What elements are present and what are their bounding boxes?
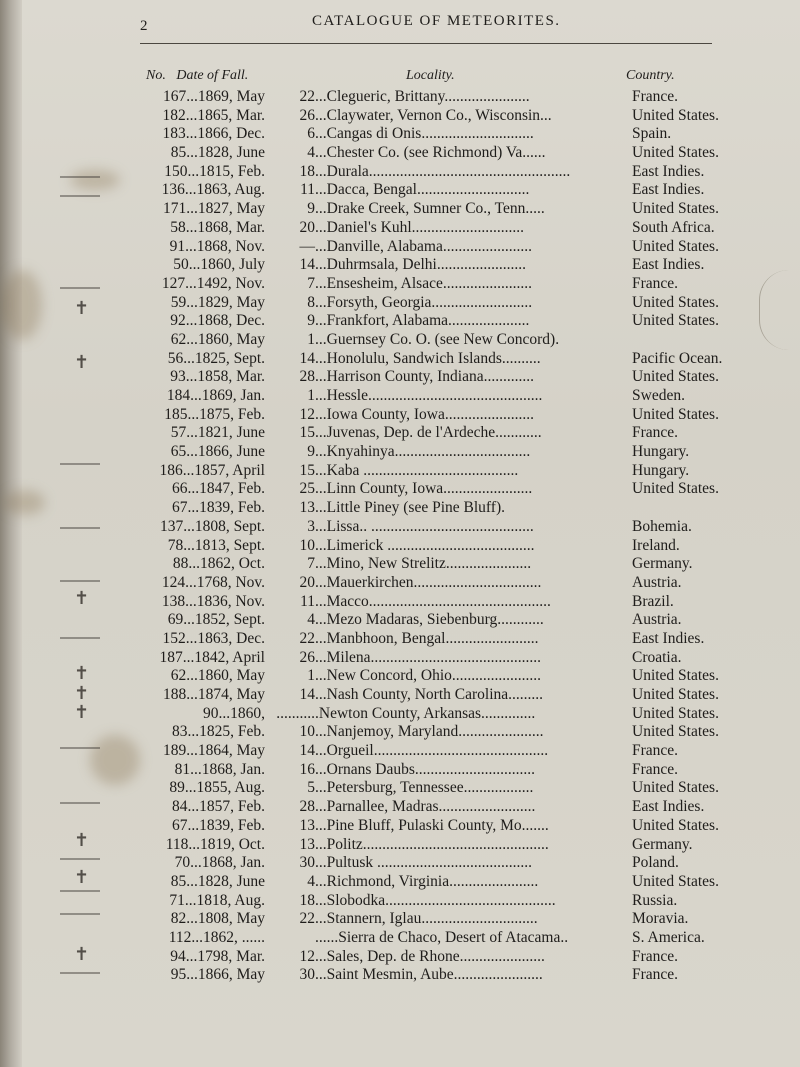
list-item bbox=[110, 723, 750, 742]
entry-number-date: 112...1862, ...... bbox=[168, 928, 265, 946]
entry-country: United States. bbox=[632, 200, 719, 218]
entry-locality: ...Honolulu, Sandwich Islands.......... bbox=[315, 349, 541, 367]
entry-country: Moravia. bbox=[632, 910, 689, 928]
entry-locality: ...Clegueric, Brittany...................... bbox=[315, 88, 530, 105]
entry-day: 15 bbox=[299, 461, 315, 479]
entry-locality: ...Orgueil............................................. bbox=[315, 742, 549, 760]
entry-number-date: 93...1858, Mar. bbox=[170, 368, 265, 386]
list-item bbox=[110, 462, 750, 481]
list-item bbox=[110, 798, 750, 817]
pencil-margin-mark bbox=[60, 176, 100, 178]
entry-number-date: 150...1815, Feb. bbox=[164, 162, 265, 180]
list-item bbox=[110, 929, 750, 948]
entry-day: 28 bbox=[299, 798, 315, 816]
entry-day: 30 bbox=[299, 854, 315, 872]
entry-locality: ...Frankfort, Alabama..................... bbox=[315, 312, 530, 330]
list-item bbox=[110, 368, 750, 387]
meteorite-list bbox=[110, 88, 750, 985]
list-item bbox=[110, 667, 750, 686]
pencil-margin-mark bbox=[60, 913, 100, 915]
list-item bbox=[110, 518, 750, 537]
entry-country: East Indies. bbox=[632, 162, 705, 180]
entry-country: United States. bbox=[632, 816, 719, 834]
entry-locality: .Newton County, Arkansas.............. bbox=[315, 704, 536, 722]
entry-day: 20 bbox=[299, 573, 315, 591]
entry-number-date: 171...1827, May bbox=[162, 200, 265, 218]
entry-day: 22 bbox=[299, 88, 315, 105]
entry-day: 14 bbox=[299, 256, 315, 274]
entry-locality: ...Iowa County, Iowa....................... bbox=[315, 405, 534, 423]
entry-locality: ...Danville, Alabama....................... bbox=[315, 237, 532, 255]
entry-number-date: 62...1860, May bbox=[170, 330, 265, 348]
entry-number-date: 152...1863, Dec. bbox=[162, 629, 265, 647]
pencil-margin-mark bbox=[60, 890, 100, 892]
entry-number-date: 91...1868, Nov. bbox=[169, 237, 265, 255]
entry-number-date: 59...1829, May bbox=[170, 293, 265, 311]
entry-locality: ...Milena............................................ bbox=[315, 648, 542, 666]
entry-number-date: 137...1808, Sept. bbox=[159, 517, 265, 535]
entry-day: 22 bbox=[299, 629, 315, 647]
entry-country: Hungary. bbox=[632, 443, 690, 461]
entry-day: 11 bbox=[300, 592, 315, 610]
entry-country: East Indies. bbox=[632, 181, 705, 199]
entry-day: 20 bbox=[299, 218, 315, 236]
entry-country: United States. bbox=[632, 106, 719, 124]
entry-locality: ...Pultusk ........................................ bbox=[315, 854, 533, 872]
header-rule bbox=[140, 43, 712, 44]
pencil-margin-mark bbox=[60, 858, 100, 860]
list-item bbox=[110, 948, 750, 967]
list-item bbox=[110, 537, 750, 556]
pencil-margin-mark bbox=[60, 747, 100, 749]
entry-number-date: 58...1868, Mar. bbox=[170, 218, 265, 236]
entry-country: United States. bbox=[632, 872, 719, 890]
list-item bbox=[110, 761, 750, 780]
entry-country: France. bbox=[632, 966, 679, 984]
entry-country: United States. bbox=[632, 686, 719, 703]
entry-day: 28 bbox=[299, 368, 315, 386]
entry-locality: ...Duhrmsala, Delhi....................... bbox=[315, 256, 526, 274]
running-head: CATALOGUE OF METEORITES. bbox=[312, 13, 561, 29]
list-item bbox=[110, 742, 750, 761]
list-item bbox=[110, 779, 750, 798]
book-spine-shadow bbox=[0, 0, 22, 1067]
stain-mark bbox=[2, 270, 42, 340]
list-item bbox=[110, 593, 750, 612]
entry-locality: ...Stannern, Iglau.............................. bbox=[315, 910, 538, 928]
list-item bbox=[110, 966, 750, 985]
entry-locality: ...Kaba ........................................ bbox=[315, 461, 519, 479]
entry-number-date: 67...1839, Feb. bbox=[172, 816, 265, 834]
entry-number-date: 71...1818, Aug. bbox=[169, 891, 265, 909]
entry-day: 26 bbox=[299, 106, 315, 124]
entry-locality: ...Lissa.. .......................................... bbox=[315, 517, 534, 535]
entry-number-date: 124...1768, Nov. bbox=[161, 573, 265, 591]
entry-locality: ...Parnallee, Madras......................... bbox=[315, 798, 536, 816]
entry-country: United States. bbox=[632, 704, 719, 722]
list-item bbox=[110, 163, 750, 182]
pencil-cross-mark: ✝ bbox=[74, 298, 90, 319]
entry-number-date: 118...1819, Oct. bbox=[165, 835, 265, 853]
entry-day: 7 bbox=[307, 555, 315, 573]
entry-locality: ...Ensesheim, Alsace....................... bbox=[315, 274, 532, 292]
entry-country: Hungary. bbox=[632, 461, 690, 479]
pencil-margin-mark bbox=[60, 802, 100, 804]
entry-day: 10 bbox=[299, 723, 315, 741]
entry-country: Spain. bbox=[632, 125, 672, 143]
entry-day: 13 bbox=[299, 816, 315, 834]
entry-locality: ...Dacca, Bengal............................. bbox=[315, 181, 530, 199]
list-item bbox=[110, 854, 750, 873]
entry-locality: ...Durala.................................................... bbox=[315, 162, 571, 180]
pencil-cross-mark: ✝ bbox=[74, 588, 90, 609]
entry-number-date: 82...1808, May bbox=[170, 910, 265, 928]
entry-number-date: 95...1866, May bbox=[170, 966, 265, 984]
pencil-margin-mark bbox=[60, 527, 100, 529]
entry-day: 4 bbox=[307, 144, 315, 162]
entry-locality: ...Little Piney (see Pine Bluff). bbox=[315, 499, 505, 517]
entry-locality: ...Juvenas, Dep. de l'Ardeche............ bbox=[315, 424, 542, 442]
entry-country: East Indies. bbox=[632, 629, 705, 647]
entry-number-date: 56...1825, Sept. bbox=[167, 349, 265, 367]
pencil-margin-mark bbox=[60, 287, 100, 289]
list-item bbox=[110, 125, 750, 144]
entry-locality: ...Hessle............................................. bbox=[315, 387, 543, 404]
pencil-margin-mark bbox=[60, 463, 100, 465]
entry-country: France. bbox=[632, 424, 679, 442]
list-item bbox=[110, 406, 750, 425]
entry-number-date: 67...1839, Feb. bbox=[172, 499, 265, 517]
entry-country: Pacific Ocean. bbox=[632, 349, 723, 367]
pencil-margin-mark bbox=[60, 637, 100, 639]
pencil-margin-mark bbox=[60, 195, 100, 197]
list-item bbox=[110, 611, 750, 630]
entry-number-date: 85...1828, June bbox=[170, 872, 265, 890]
entry-day: 3 bbox=[307, 517, 315, 535]
list-item bbox=[110, 480, 750, 499]
entry-day: 9 bbox=[307, 200, 315, 218]
stain-mark bbox=[5, 490, 45, 515]
entry-number-date: 138...1836, Nov. bbox=[161, 592, 265, 610]
entry-number-date: 85...1828, June bbox=[170, 144, 265, 162]
entry-locality: ...Nanjemoy, Maryland...................... bbox=[315, 723, 544, 741]
list-item bbox=[110, 686, 750, 705]
list-item bbox=[110, 387, 750, 406]
list-item bbox=[110, 88, 750, 107]
entry-day: 14 bbox=[299, 742, 315, 760]
pencil-cross-mark: ✝ bbox=[74, 683, 90, 704]
entry-country: United States. bbox=[632, 723, 719, 741]
list-item bbox=[110, 275, 750, 294]
entry-day: 5 bbox=[307, 779, 315, 797]
entry-country: Poland. bbox=[632, 854, 679, 872]
entry-country: United States. bbox=[632, 237, 719, 255]
entry-number-date: 167...1869, May bbox=[162, 88, 265, 105]
list-item bbox=[110, 705, 750, 724]
entry-country: United States. bbox=[632, 405, 719, 423]
entry-country: East Indies. bbox=[632, 798, 705, 816]
entry-locality: ...Ornans Daubs............................... bbox=[315, 760, 535, 778]
entry-country: South Africa. bbox=[632, 218, 715, 236]
entry-day: 10 bbox=[299, 536, 315, 554]
entry-number-date: 184...1869, Jan. bbox=[166, 387, 265, 404]
entry-number-date: 92...1868, Dec. bbox=[170, 312, 265, 330]
column-heading-no-date: No. Date of Fall. bbox=[146, 68, 249, 83]
entry-day: 18 bbox=[299, 891, 315, 909]
entry-locality: ...Claywater, Vernon Co., Wisconsin... bbox=[315, 106, 552, 124]
entry-country: United States. bbox=[632, 480, 719, 498]
entry-day: .......... bbox=[276, 704, 315, 722]
column-heading-country: Country. bbox=[626, 68, 675, 83]
entry-country: Austria. bbox=[632, 611, 682, 629]
entry-number-date: 69...1852, Sept. bbox=[167, 611, 265, 629]
list-item bbox=[110, 200, 750, 219]
entry-day: 14 bbox=[299, 686, 315, 703]
entry-number-date: 83...1825, Feb. bbox=[172, 723, 265, 741]
entry-day: — bbox=[299, 237, 315, 255]
entry-number-date: 81...1868, Jan. bbox=[174, 760, 265, 778]
list-item bbox=[110, 424, 750, 443]
entry-locality: ...Drake Creek, Sumner Co., Tenn..... bbox=[315, 200, 545, 218]
entry-country: Bohemia. bbox=[632, 517, 692, 535]
pencil-margin-mark bbox=[60, 580, 100, 582]
entry-day: 18 bbox=[299, 162, 315, 180]
list-item bbox=[110, 443, 750, 462]
entry-day: 11 bbox=[300, 181, 315, 199]
list-item bbox=[110, 238, 750, 257]
entry-number-date: 185...1875, Feb. bbox=[164, 405, 265, 423]
entry-country: East Indies. bbox=[632, 256, 705, 274]
entry-number-date: 182...1865, Mar. bbox=[162, 106, 265, 124]
entry-number-date: 127...1492, Nov. bbox=[161, 274, 265, 292]
entry-day: 12 bbox=[299, 405, 315, 423]
entry-country: S. America. bbox=[632, 928, 705, 946]
entry-country: Germany. bbox=[632, 835, 693, 853]
entry-locality: ...Cangas di Onis............................. bbox=[315, 125, 534, 143]
list-item bbox=[110, 649, 750, 668]
list-item bbox=[110, 107, 750, 126]
entry-country: France. bbox=[632, 742, 679, 760]
entry-locality: ...Nash County, North Carolina......... bbox=[315, 686, 544, 703]
entry-locality: ...Guernsey Co. O. (see New Concord). bbox=[315, 330, 560, 348]
entry-day: 12 bbox=[299, 947, 315, 965]
entry-number-date: 62...1860, May bbox=[170, 667, 265, 685]
entry-day: 22 bbox=[299, 910, 315, 928]
list-item bbox=[110, 331, 750, 350]
list-item bbox=[110, 181, 750, 200]
entry-locality: ...Manbhoon, Bengal........................ bbox=[315, 629, 539, 647]
pencil-cross-mark: ✝ bbox=[74, 663, 90, 684]
entry-country: France. bbox=[632, 274, 679, 292]
entry-day: 1 bbox=[307, 330, 315, 348]
entry-day: 4 bbox=[307, 872, 315, 890]
entry-day: 15 bbox=[299, 424, 315, 442]
entry-day: 13 bbox=[299, 499, 315, 517]
entry-number-date: 94...1798, Mar. bbox=[170, 947, 265, 965]
pencil-cross-mark: ✝ bbox=[74, 867, 90, 888]
entry-country: United States. bbox=[632, 293, 719, 311]
entry-country: United States. bbox=[632, 779, 719, 797]
entry-day: 26 bbox=[299, 648, 315, 666]
entry-locality: ...Limerick ...................................... bbox=[315, 536, 535, 554]
list-item bbox=[110, 910, 750, 929]
entry-day: 9 bbox=[307, 443, 315, 461]
entry-locality: ...Linn County, Iowa....................... bbox=[315, 480, 533, 498]
list-item bbox=[110, 630, 750, 649]
entry-country: United States. bbox=[632, 368, 719, 386]
entry-day: 13 bbox=[299, 835, 315, 853]
list-item bbox=[110, 555, 750, 574]
entry-day: 6 bbox=[307, 125, 315, 143]
entry-locality: ......Sierra de Chaco, Desert of Atacama.. bbox=[315, 928, 569, 946]
entry-day: 30 bbox=[299, 966, 315, 984]
page-number: 2 bbox=[140, 18, 149, 34]
entry-locality: ...New Concord, Ohio....................... bbox=[315, 667, 542, 685]
entry-country: Russia. bbox=[632, 891, 678, 909]
entry-day: 25 bbox=[299, 480, 315, 498]
entry-locality: ...Richmond, Virginia....................... bbox=[315, 872, 539, 890]
entry-locality: ...Knyahinya................................... bbox=[315, 443, 531, 461]
entry-locality: ...Slobodka............................................ bbox=[315, 891, 556, 909]
entry-day: 4 bbox=[307, 611, 315, 629]
entry-day: 14 bbox=[299, 349, 315, 367]
entry-country: Germany. bbox=[632, 555, 693, 573]
entry-locality: ...Daniel's Kuhl............................. bbox=[315, 218, 525, 236]
list-item bbox=[110, 144, 750, 163]
entry-number-date: 84...1857, Feb. bbox=[172, 798, 265, 816]
entry-locality: ...Saint Mesmin, Aube....................... bbox=[315, 966, 543, 984]
entry-day: 1 bbox=[307, 387, 315, 404]
column-heading-locality: Locality. bbox=[406, 68, 455, 83]
entry-day: 9 bbox=[307, 312, 315, 330]
list-item bbox=[110, 294, 750, 313]
entry-number-date: 66...1847, Feb. bbox=[172, 480, 265, 498]
entry-locality: ...Forsyth, Georgia.......................... bbox=[315, 293, 533, 311]
entry-day: 16 bbox=[299, 760, 315, 778]
entry-country: Sweden. bbox=[632, 387, 685, 404]
entry-number-date: 89...1855, Aug. bbox=[169, 779, 265, 797]
pencil-cross-mark: ✝ bbox=[74, 352, 90, 373]
entry-number-date: 50...1860, July bbox=[173, 256, 265, 274]
entry-day: 8 bbox=[307, 293, 315, 311]
entry-number-date: 57...1821, June bbox=[170, 424, 265, 442]
entry-number-date: 90...1860, bbox=[203, 704, 265, 722]
entry-locality: ...Pine Bluff, Pulaski County, Mo....... bbox=[315, 816, 549, 834]
entry-number-date: 88...1862, Oct. bbox=[172, 555, 265, 573]
list-item bbox=[110, 312, 750, 331]
pencil-margin-mark bbox=[60, 972, 100, 974]
entry-number-date: 78...1813, Sept. bbox=[167, 536, 265, 554]
list-item bbox=[110, 499, 750, 518]
entry-country: United States. bbox=[632, 144, 719, 162]
entry-locality: ...Mauerkirchen................................. bbox=[315, 573, 542, 591]
pencil-cross-mark: ✝ bbox=[74, 702, 90, 723]
entry-number-date: 183...1866, Dec. bbox=[162, 125, 265, 143]
entry-number-date: 188...1874, May bbox=[162, 686, 265, 703]
list-item bbox=[110, 219, 750, 238]
entry-locality: ...Harrison County, Indiana............. bbox=[315, 368, 534, 386]
entry-locality: ...Petersburg, Tennessee.................. bbox=[315, 779, 534, 797]
entry-locality: ...Macco............................................... bbox=[315, 592, 551, 610]
entry-number-date: 186...1857, April bbox=[159, 461, 265, 479]
entry-number-date: 70...1868, Jan. bbox=[174, 854, 265, 872]
list-item bbox=[110, 817, 750, 836]
entry-country: Brazil. bbox=[632, 592, 674, 610]
entry-number-date: 187...1842, April bbox=[159, 648, 265, 666]
entry-locality: ...Mino, New Strelitz...................... bbox=[315, 555, 532, 573]
list-item bbox=[110, 836, 750, 855]
entry-country: France. bbox=[632, 760, 679, 778]
entry-country: France. bbox=[632, 947, 679, 965]
pencil-cross-mark: ✝ bbox=[74, 830, 90, 851]
list-item bbox=[110, 873, 750, 892]
entry-locality: ...Chester Co. (see Richmond) Va...... bbox=[315, 144, 546, 162]
entry-country: France. bbox=[632, 88, 679, 105]
entry-country: Austria. bbox=[632, 573, 682, 591]
entry-number-date: 65...1866, June bbox=[170, 443, 265, 461]
entry-day: 1 bbox=[307, 667, 315, 685]
list-item bbox=[110, 574, 750, 593]
entry-country: United States. bbox=[632, 312, 719, 330]
list-item bbox=[110, 256, 750, 275]
list-item bbox=[110, 350, 750, 369]
entry-number-date: 189...1864, May bbox=[162, 742, 265, 760]
entry-country: United States. bbox=[632, 667, 719, 685]
entry-day: 7 bbox=[307, 274, 315, 292]
entry-locality: ...Politz................................................ bbox=[315, 835, 549, 853]
page-tear bbox=[759, 270, 800, 350]
entry-country: Croatia. bbox=[632, 648, 682, 666]
entry-locality: ...Mezo Madaras, Siebenburg............ bbox=[315, 611, 544, 629]
list-item bbox=[110, 892, 750, 911]
entry-locality: ...Sales, Dep. de Rhone...................... bbox=[315, 947, 545, 965]
entry-number-date: 136...1863, Aug. bbox=[161, 181, 265, 199]
entry-country: Ireland. bbox=[632, 536, 680, 554]
pencil-cross-mark: ✝ bbox=[74, 944, 90, 965]
